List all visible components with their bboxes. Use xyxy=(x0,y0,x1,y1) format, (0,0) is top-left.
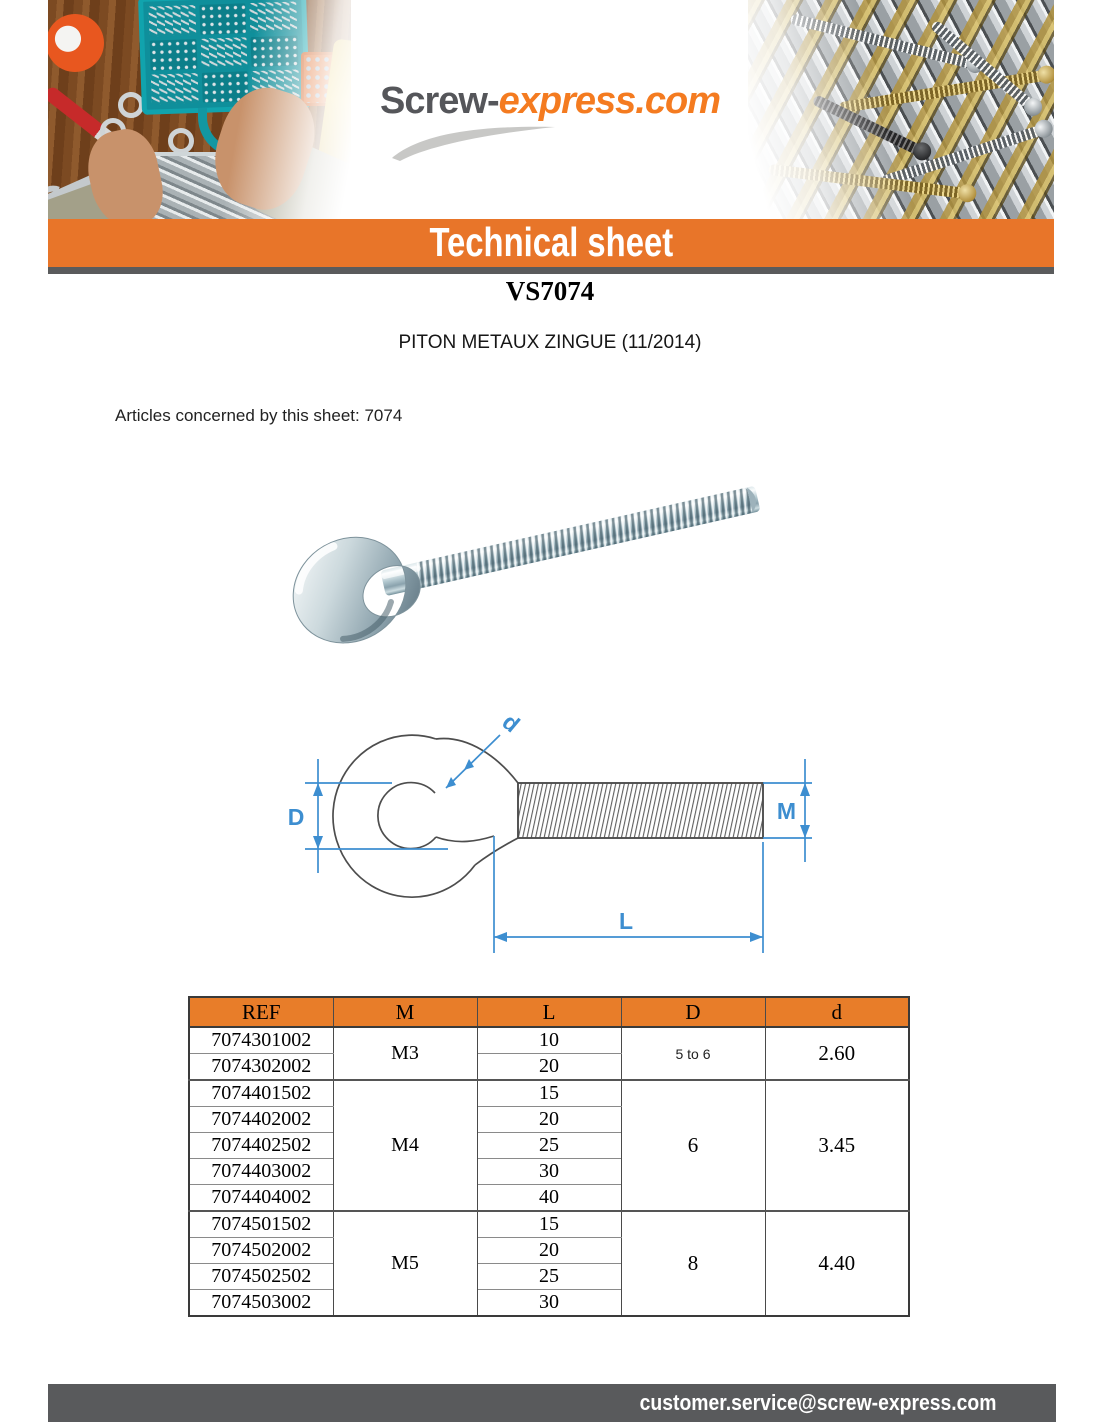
col-header-D: D xyxy=(621,997,765,1027)
l-cell: 25 xyxy=(477,1133,621,1159)
D-cell: 8 xyxy=(621,1211,765,1316)
m-cell: M5 xyxy=(333,1211,477,1316)
l-cell: 25 xyxy=(477,1264,621,1290)
dimensions-table xyxy=(188,996,910,1317)
ref-cell: 7074501502 xyxy=(189,1211,333,1238)
table-row xyxy=(189,1080,909,1107)
ref-cell: 7074402002 xyxy=(189,1107,333,1133)
d-cell: 3.45 xyxy=(765,1080,909,1211)
D-cell: 5 to 6 xyxy=(621,1027,765,1080)
dim-label-L: L xyxy=(618,908,634,934)
l-cell: 15 xyxy=(477,1211,621,1238)
technical-drawing xyxy=(260,695,840,970)
col-header-ref: REF xyxy=(189,997,333,1027)
banner-title: Technical sheet xyxy=(429,219,673,265)
logo-text-screw: Screw- xyxy=(380,80,499,122)
l-cell: 20 xyxy=(477,1238,621,1264)
ref-cell: 7074403002 xyxy=(189,1159,333,1185)
header-photo-screw-pile xyxy=(748,0,1054,219)
sheet-code: VS7074 xyxy=(505,276,595,306)
dim-label-d: d xyxy=(497,708,525,738)
ref-cell: 7074502002 xyxy=(189,1238,333,1264)
D-cell: 6 xyxy=(621,1080,765,1211)
header-photo-workbench xyxy=(48,0,351,219)
table-row xyxy=(189,1211,909,1238)
ref-cell: 7074502502 xyxy=(189,1264,333,1290)
product-photo-eyebolt xyxy=(260,460,860,670)
footer-bar xyxy=(48,1384,1056,1422)
ref-cell: 7074503002 xyxy=(189,1290,333,1317)
photo-fade xyxy=(48,0,351,219)
col-header-m: M xyxy=(333,997,477,1027)
brand-logo xyxy=(351,80,749,123)
d-cell: 2.60 xyxy=(765,1027,909,1080)
sheet-subtitle: PITON METAUX ZINGUE (11/2014) xyxy=(398,332,702,353)
dimension-lines xyxy=(305,735,812,953)
technical-sheet-banner xyxy=(48,219,1054,267)
logo-swoosh-icon xyxy=(388,121,558,163)
col-header-d: d xyxy=(765,997,909,1027)
banner-shadow xyxy=(48,267,1054,274)
table-row xyxy=(189,1027,909,1054)
ref-cell: 7074404002 xyxy=(189,1185,333,1212)
dim-label-M: M xyxy=(776,798,796,824)
l-cell: 30 xyxy=(477,1159,621,1185)
d-cell: 4.40 xyxy=(765,1211,909,1316)
l-cell: 30 xyxy=(477,1290,621,1317)
l-cell: 20 xyxy=(477,1107,621,1133)
l-cell: 15 xyxy=(477,1080,621,1107)
l-cell: 20 xyxy=(477,1054,621,1081)
col-header-l: L xyxy=(477,997,621,1027)
ref-cell: 7074302002 xyxy=(189,1054,333,1081)
footer-email: customer.service@screw-express.com xyxy=(639,1390,996,1415)
l-cell: 40 xyxy=(477,1185,621,1212)
m-cell: M4 xyxy=(333,1080,477,1211)
l-cell: 10 xyxy=(477,1027,621,1054)
dim-label-D: D xyxy=(287,804,305,830)
ref-cell: 7074401502 xyxy=(189,1080,333,1107)
ref-cell: 7074301002 xyxy=(189,1027,333,1054)
table-header-row xyxy=(189,997,909,1027)
eyebolt-outline xyxy=(333,735,763,897)
m-cell: M3 xyxy=(333,1027,477,1080)
photo-fade xyxy=(748,0,1054,219)
logo-text-express: express.com xyxy=(498,80,720,122)
ref-cell: 7074402502 xyxy=(189,1133,333,1159)
articles-line: Articles concerned by this sheet: 7074 xyxy=(115,406,403,425)
